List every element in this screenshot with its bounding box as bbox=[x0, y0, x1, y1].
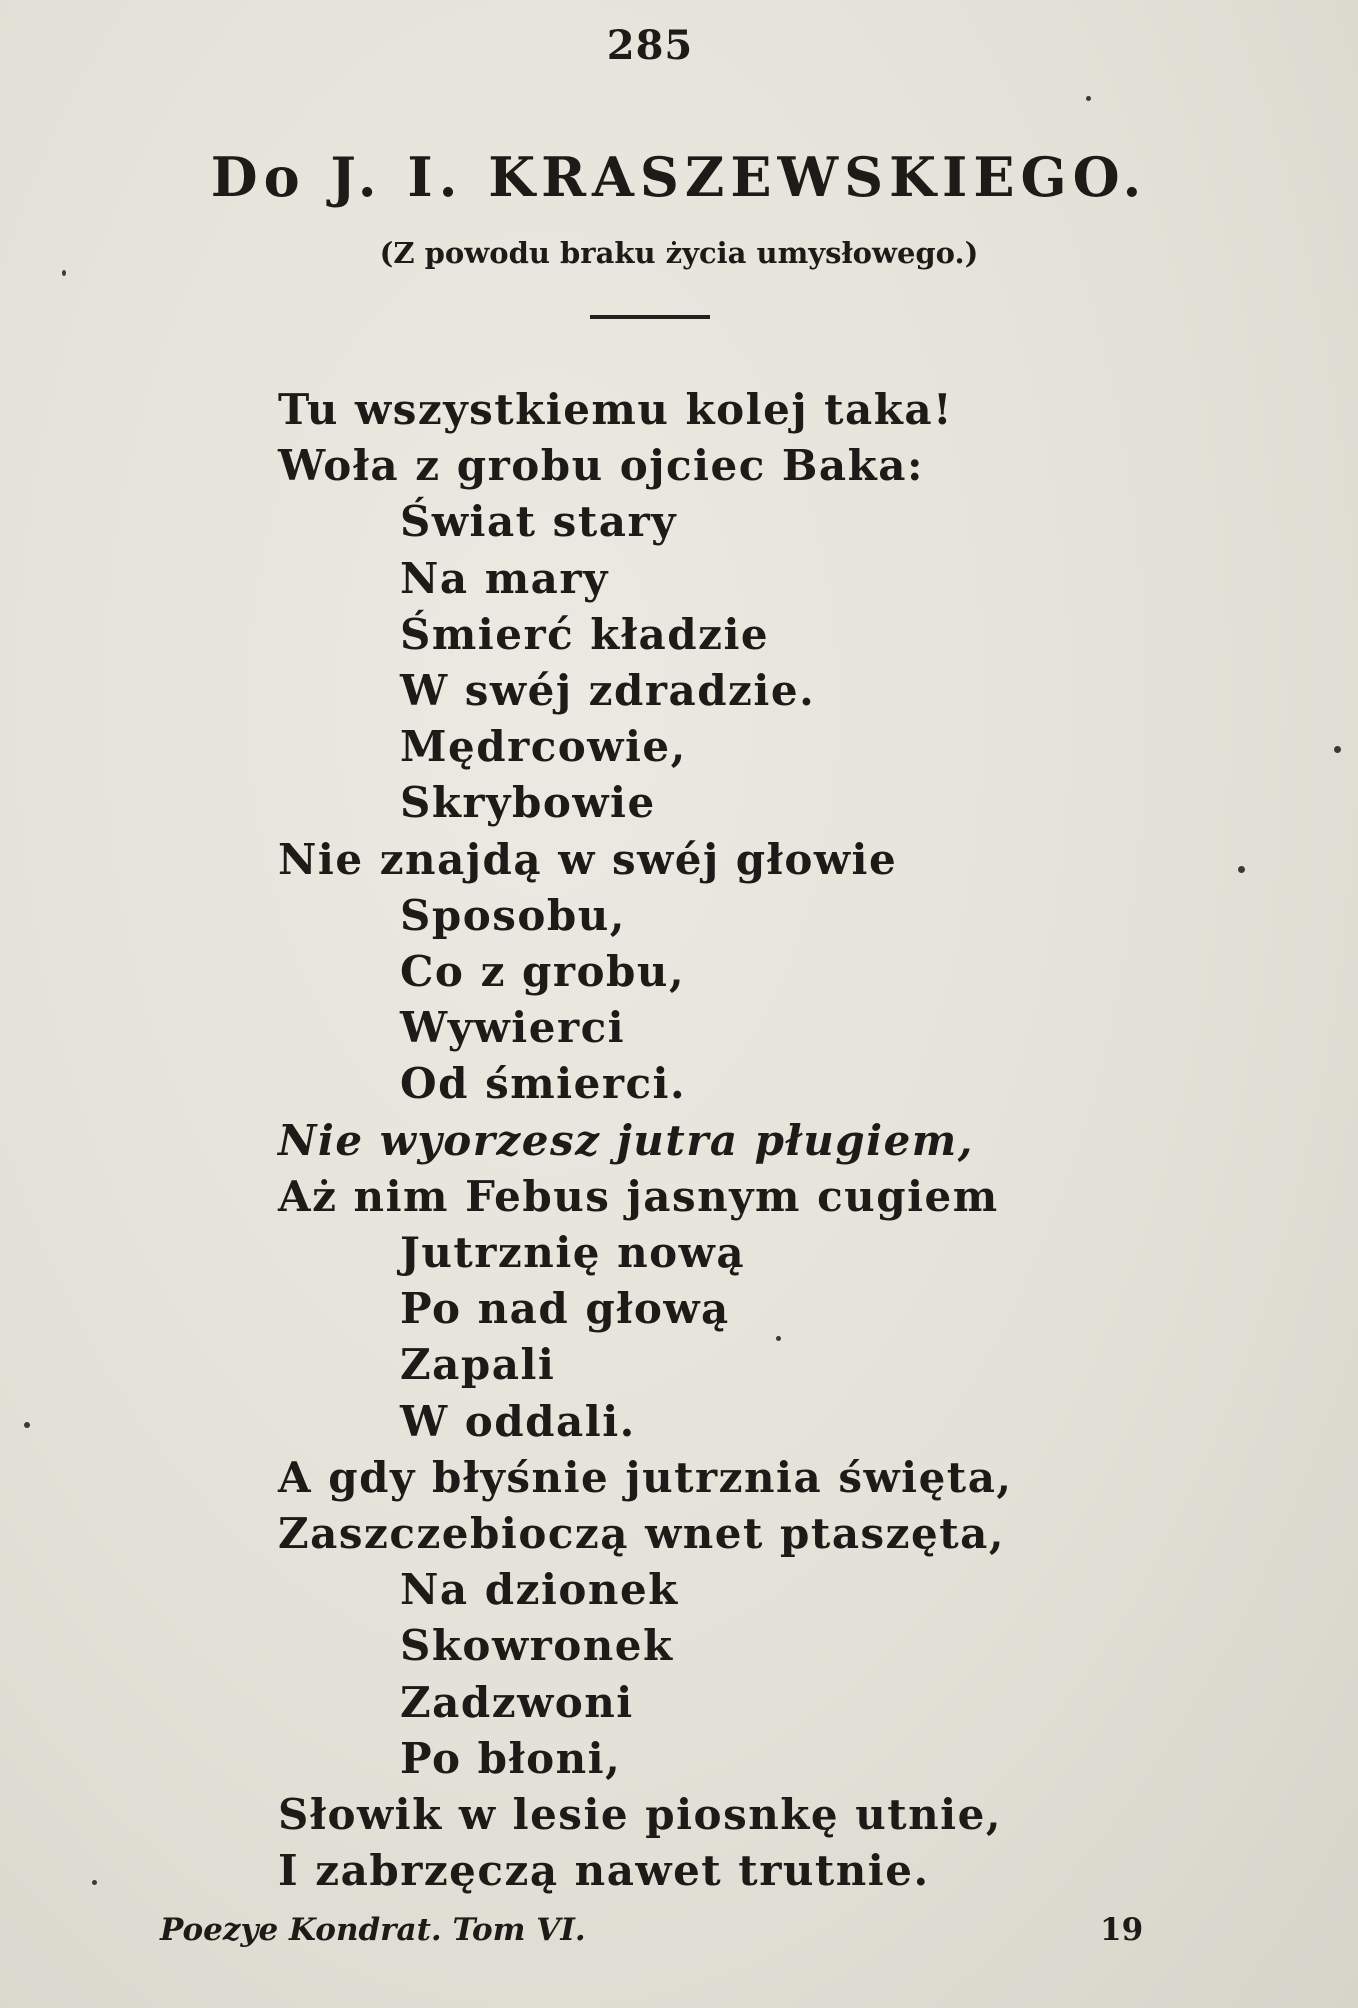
poem-line: W swéj zdradzie. bbox=[400, 666, 816, 715]
poem-line: W oddali. bbox=[400, 1396, 636, 1446]
poem-line: Wywierci bbox=[400, 1003, 626, 1053]
poem-line: Woła z grobu ojciec Baka: bbox=[278, 441, 924, 491]
paper-speck bbox=[92, 1880, 97, 1885]
paper-speck bbox=[1334, 746, 1341, 753]
poem-line: Zaszczebioczą wnet ptaszęta, bbox=[278, 1509, 1005, 1558]
poem-line: Na dzionek bbox=[400, 1565, 679, 1615]
paper-speck bbox=[776, 1336, 781, 1341]
footer-signature: Poezye Kondrat. Tom VI. bbox=[160, 1912, 586, 1948]
poem-line: Sposobu, bbox=[400, 890, 626, 940]
poem-line: Od śmierci. bbox=[400, 1059, 687, 1109]
poem-line: Na mary bbox=[400, 553, 609, 603]
poem-subtitle: (Z powodu braku życia umysłowego.) bbox=[379, 236, 979, 270]
poem-line: A gdy błyśnie jutrznia święta, bbox=[278, 1452, 1013, 1502]
poem-line: Słowik w lesie piosnkę utnie, bbox=[278, 1790, 1002, 1839]
poem-line: Mędrcowie, bbox=[400, 722, 687, 772]
poem-line: Aż nim Febus jasnym cugiem bbox=[278, 1171, 999, 1221]
poem-line: Nie wyorzesz jutra pługiem, bbox=[278, 1115, 974, 1165]
poem-line: Po błoni, bbox=[400, 1733, 622, 1783]
poem-line: Skrybowie bbox=[400, 778, 656, 828]
poem-title: Do J. I. KRASZEWSKIEGO. bbox=[210, 145, 1148, 209]
poem-line: Zapali bbox=[400, 1340, 556, 1390]
poem-line: Skowronek bbox=[400, 1621, 674, 1671]
poem-line: I zabrzęczą nawet trutnie. bbox=[278, 1846, 930, 1896]
title-divider bbox=[590, 315, 710, 319]
poem-line: Jutrznię nową bbox=[400, 1228, 746, 1277]
paper-speck bbox=[62, 270, 66, 276]
footer-sheet-number: 19 bbox=[1100, 1912, 1144, 1948]
paper-speck bbox=[1086, 96, 1091, 101]
paper-speck bbox=[1238, 866, 1245, 873]
poem-line: Zadzwoni bbox=[400, 1677, 634, 1727]
paper-speck bbox=[24, 1422, 30, 1428]
poem-line: Świat stary bbox=[400, 497, 677, 547]
poem-line: Tu wszystkiemu kolej taka! bbox=[278, 385, 954, 434]
poem-line: Śmierć kładzie bbox=[400, 609, 770, 659]
poem-line: Nie znajdą w swéj głowie bbox=[278, 834, 898, 884]
poem-line: Co z grobu, bbox=[400, 947, 686, 996]
page-number: 285 bbox=[606, 22, 694, 69]
poem-line: Po nad głową bbox=[400, 1284, 730, 1334]
